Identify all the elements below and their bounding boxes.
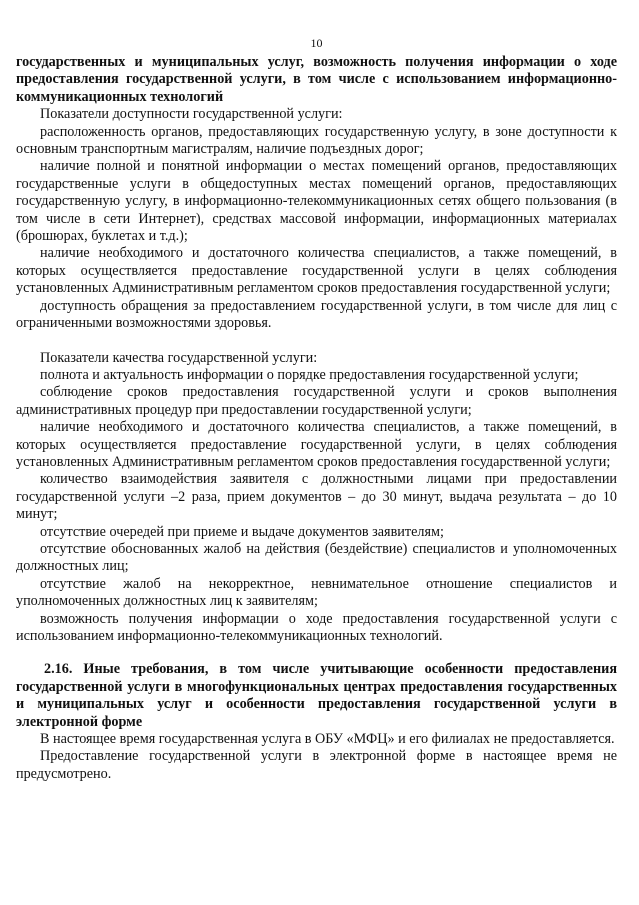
quality-title: Показатели качества государственной услуги: xyxy=(40,349,318,366)
quality-item: отсутствие обоснованных жалоб на действия (бездействие) специалистов и уполномоченных должностных лиц; xyxy=(16,540,617,575)
section-heading: 2.16. Иные требования, в том числе учитывающие особенности предоставления государственной услуги в многофункциональных центрах предоставления государственных и муниципальных услуг и особенности предоставления государственной услуги в электронной форме xyxy=(16,661,617,730)
availability-item: расположенность органов, предоставляющих государственную услугу, в зоне доступности к основным транспортным магистралям, наличие подъездных дорог; xyxy=(16,123,617,158)
quality-item: количество взаимодействия заявителя с должностными лицами при предоставлении государственной услуги –2 раза, прием документов – до 30 минут, выдача результата – до 10 минут; xyxy=(16,471,617,523)
availability-item: наличие полной и понятной информации о местах помещений органов, предоставляющих государственные услуги в общедоступных местах помещений органов, предоставляющих государственную услугу, в информационно-телекоммуникационных сетях общего пользования (в том числе в сети Интернет), средствах массовой информации, информационных материалах (брошюрах, буклетах и т.д.); xyxy=(16,158,617,245)
quality-item: полнота и актуальность информации о порядке предоставления государственной услуги; xyxy=(40,366,579,383)
quality-item: соблюдение сроков предоставления государственной услуги и сроков выполнения административных процедур при предоставлении государственной услуги; xyxy=(16,384,617,418)
availability-title: Показатели доступности государственной услуги: xyxy=(40,106,343,123)
section-paragraph: В настоящее время государственная услуга в ОБУ «МФЦ» и его филиалах не предоставляется. xyxy=(40,731,615,748)
spacer xyxy=(16,333,617,350)
page-number: 10 xyxy=(310,36,323,50)
intro-bold-text: государственных и муниципальных услуг, возможность получения информации о ходе предоставления государственной услуги, в том числе с использованием информационно-коммуникационных технологий xyxy=(16,54,617,105)
availability-item: доступность обращения за предоставлением государственной услуги, в том числе для лиц с ограниченными возможностями здоровья. xyxy=(16,297,617,332)
quality-item: возможность получения информации о ходе предоставления государственной услуги с использованием информационно-телекоммуникационных технологий. xyxy=(16,610,617,644)
section-paragraph: Предоставление государственной услуги в электронной форме в настоящее время не предусмотрено. xyxy=(16,748,617,782)
quality-item: наличие необходимого и достаточного количества специалистов, а также помещений, в которых осуществляется предоставление государственной услуги, в целях соблюдения установленных Административным регламентом сроков предоставления государственной услуги; xyxy=(16,419,617,470)
availability-item: наличие необходимого и достаточного количества специалистов, а также помещений, в которых осуществляется предоставление государственной услуги в целях соблюдения установленных Административным регламентом сроков предоставления государственной услуги; xyxy=(16,245,617,297)
quality-item: отсутствие очередей при приеме и выдаче документов заявителям; xyxy=(40,523,444,540)
quality-item: отсутствие жалоб на некорректное, невнимательное отношение специалистов и уполномоченных должностных лиц к заявителям; xyxy=(16,575,617,610)
spacer xyxy=(16,645,617,661)
